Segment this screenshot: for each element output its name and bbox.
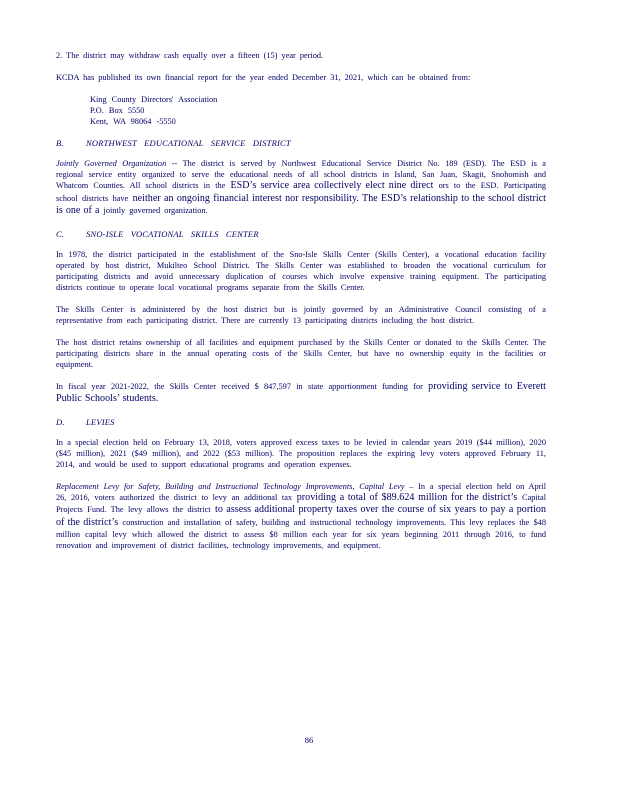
section-d-paragraph-1: In a special election held on February 13, 2018, voters approved excess taxes to be levied in calendar years 2019 ($44 million), 2020 ($45 million), 2021 ($49 million), and 2022 ($53 million). The proposition replaces the expiring levy voters approved February 11, 2014, and would be used to support educational programs and operation expenses. [56,437,546,469]
section-c-paragraph-1: In 1978, the district participated in the establishment of the Sno-Isle Skills Center (Skills Center), a vocational education facility operated by host district, Mukilteo School District. The Skills Center was established to broaden the vocational curriculum for participating districts and avoid unnecessary duplication of courses which involve expensive training equipment. The participating districts continue to operate local vocational programs separate from the Skills Center. [56,249,546,292]
section-c-p4-text-2: providing service to Everett Public Schools’ students. [56,380,546,404]
address-line-2: P.O. Box 5550 [90,106,145,115]
kcda-address [90,94,546,127]
section-d-text-2: providing a total of $89.624 million for the district’s [296,491,518,503]
section-d-paragraph-2 [56,481,546,552]
address-line-1: King County Directors' Association [90,95,218,104]
section-c-paragraph-4 [56,381,546,406]
section-d-lead: Replacement Levy for Safety, Building and Instructional Technology Improvements, Capital Levy [56,481,405,491]
section-b-text-1: -- The district is served by Northwest Educational Service District No. 189 (ESD). The ESD is a regional service entity organized to serve the educational needs of all school districts in Island, San Juan, Skagit, Snohomish and Whatcom Counties. All school districts in the [56,159,546,190]
section-b-text-2: ESD’s service area collectively elect nine direct [230,180,434,191]
section-b-heading [56,138,546,148]
section-b-text-5: jointly governed organization. [103,206,208,215]
section-c-title: SNO-ISLE VOCATIONAL SKILLS CENTER [86,228,259,239]
section-d-text-1: In a special election held on April 26, 2016, voters authorized the district to levy an additional tax [56,481,547,502]
section-b-text-3: ors to the ESD. Participating school districts have [56,181,547,203]
section-b-lead: Jointly Governed Organization [56,159,167,168]
section-d-heading [56,417,546,427]
section-d-text-4: to assess additional property taxes over the course of six years to pay a portion of the district’s [56,504,546,528]
section-c-letter: C. [56,228,65,239]
kcda-paragraph: KCDA has published its own financial report for the year ended December 31, 2021, which can be obtained from: [56,73,471,82]
section-d-text-5: construction and installation of safety, building and instructional technology improvements. This levy replaces the $48 million capital levy which allowed the district to assess $8 million each year for six years beginning 2011 through 2016, to fund renovation and improvement of district facilities, technology improvements, and equipment. [56,517,547,550]
section-b-title: NORTHWEST EDUCATIONAL SERVICE DISTRICT [86,138,291,148]
section-b-text-4: neither an ongoing financial interest nor responsibility. The ESD’s relationship to the school district is one of a [56,192,546,216]
section-b-paragraph [56,158,546,218]
item-2: 2. The district may withdraw cash equally over a fifteen (15) year period. [56,51,324,60]
page-number: 86 [304,735,314,745]
section-d-text-3: Capital Projects Fund. The levy allows the district [56,492,547,514]
section-c-paragraph-3: The host district retains ownership of all facilities and equipment purchased by the Skills Center or donated to the Skills Center. The participating districts share in the annual operating costs of the Skills Center, but have no ownership equity in the facilities or equipment. [56,337,546,369]
section-c-p4-text-1: In fiscal year 2021-2022, the Skills Center received $ 847,597 in state apportionment funding for [56,381,423,391]
section-c-paragraph-2: The Skills Center is administered by the host district but is jointly governed by an Administrative Council consisting of a representative from each participating district. There are currently 13 participating districts including the host district. [56,304,546,325]
address-line-3: Kent, WA 98064 -5550 [90,117,176,126]
section-c-heading [56,229,546,239]
section-d-title: LEVIES [86,416,115,427]
document-page [56,50,546,551]
section-d-dash: – [409,481,414,491]
section-b-letter: B. [56,138,64,148]
section-d-letter: D. [56,416,65,427]
